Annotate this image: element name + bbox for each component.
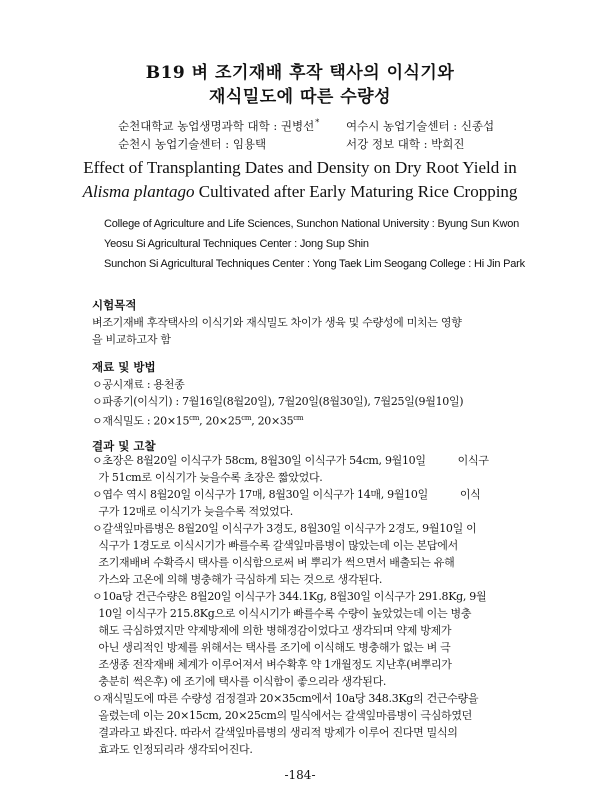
- results-p2-line: ㅇ엽수 역시 8월20일 이식구가 17매, 8월30일 이식구가 14매, 9월10일 이식: [92, 488, 481, 501]
- author-row2-left: 순천시 농업기술센터 : 임용택: [118, 137, 267, 151]
- results-p5-line: 올렸는데 이는 20×15cm, 20×25cm의 밀식에서는 갈색잎마름병이 극심하였던: [92, 709, 472, 722]
- affiliation-line2: Yeosu Si Agricultural Techniques Center : Jong Sup Shin: [104, 238, 369, 250]
- affiliation-line1: College of Agriculture and Life Sciences, Sunchon National University : Byung Sun Kwon: [104, 218, 520, 230]
- title-en-line2: Alisma plantago Cultivated after Early Maturing Rice Cropping: [82, 182, 518, 201]
- methods-item3: ㅇ재식밀도 : $20\times 15^{cm}$, $20\times 25^{cm}$, $20\times 35^{cm}$: [92, 414, 304, 428]
- results-p5-line: 결과라고 봐진다. 따라서 갈색잎마름병의 생리적 방제가 이루어 진다면 밀식의: [92, 726, 458, 739]
- results-p3-line: 가스와 고온에 의해 병충해가 극심하게 되는 것으로 생각된다.: [92, 573, 383, 586]
- results-p3-line: 조기재배벼 수확즉시 택사를 이식함으로써 벼 뿌리가 썩으면서 배출되는 유해: [92, 556, 455, 569]
- results-heading: 결과 및 고찰: [92, 439, 156, 453]
- results-p4-line: 해도 극심하였지만 약제방제에 의한 병해경감이었다고 생각되며 약제 방제가: [92, 624, 452, 637]
- results-p5-line: 효과도 인정되리라 생각되어진다.: [92, 743, 253, 756]
- results-p3-line: 식구가 1경도로 이식시기가 빠를수록 갈색잎마름병이 많았는데 이는 본답에서: [92, 539, 458, 552]
- title-ko-line1: B19 벼 조기재배 후작 택사의 이식기와: [145, 63, 455, 83]
- methods-item2: ㅇ파종기(이식기) : 7월16일(8월20일), 7월20일(8월30일), 7월25일(9월10일): [92, 395, 464, 408]
- methods-item1: ㅇ공시재료 : 용천종: [92, 378, 185, 391]
- affiliation-line3-right: Seogang College : Hi Jin Park: [384, 258, 525, 270]
- results-p5-line: ㅇ재식밀도에 따른 수량성 검정결과 20×35cm에서 10a당 348.3Kg의 건근수량을: [92, 692, 479, 705]
- results-body: [92, 452, 532, 758]
- page-number: -184-: [284, 768, 316, 782]
- results-p4-line: 10일 이식구가 215.8Kg으로 이식시기가 빠를수록 수량이 높았었는데 이는 병충: [92, 607, 472, 620]
- author-row1-left: 순천대학교 농업생명과학 대학 : 권병선*: [118, 118, 320, 133]
- methods-heading: 재료 및 방법: [92, 360, 156, 374]
- results-p4-line: 조생종 전작재배 체계가 이루어져서 벼수확후 약 1개월정도 지난후(벼뿌리가: [92, 658, 452, 671]
- results-p3-line: ㅇ갈색잎마름병은 8월20일 이식구가 3경도, 8월30일 이식구가 2경도, 9월10일 이: [92, 522, 477, 535]
- purpose-line1: 벼조기재배 후작택사의 이식기와 재식밀도 차이가 생육 및 수량성에 미치는 영향: [92, 316, 462, 329]
- title-en-line1: Effect of Transplanting Dates and Density on Dry Root Yield in: [83, 158, 517, 177]
- affiliation-line3-left: Sunchon Si Agricultural Techniques Center : Yong Taek Lim: [104, 258, 382, 270]
- results-p1-line: ㅇ초장은 8월20일 이식구가 58cm, 8월30일 이식구가 54cm, 9월10일 이식구: [92, 454, 489, 467]
- author-row2-right: 서강 정보 대학 : 박희진: [346, 137, 465, 151]
- results-p4-line: 아닌 생리적인 방제를 위해서는 택사를 조기에 이식해도 병충해가 없는 벼 극: [92, 641, 451, 654]
- author-row1-right: 여수시 농업기술센터 : 신종섭: [346, 119, 495, 133]
- results-p1-line: 가 51cm로 이식기가 늦을수록 초장은 짧았었다.: [92, 471, 323, 484]
- purpose-heading: 시험목적: [92, 298, 137, 312]
- title-ko-line2: 재식밀도에 따른 수량성: [208, 87, 392, 107]
- results-p2-line: 구가 12매로 이식기가 늦을수록 적었었다.: [92, 505, 293, 518]
- purpose-line2: 을 비교하고자 함: [92, 333, 171, 346]
- results-p4-line: ㅇ10a당 건근수량은 8월20일 이식구가 344.1Kg, 8월30일 이식구가 291.8Kg, 9월: [92, 590, 487, 603]
- results-p4-line: 충분히 썩은후) 에 조기에 택사를 이식함이 좋으리라 생각된다.: [92, 675, 387, 688]
